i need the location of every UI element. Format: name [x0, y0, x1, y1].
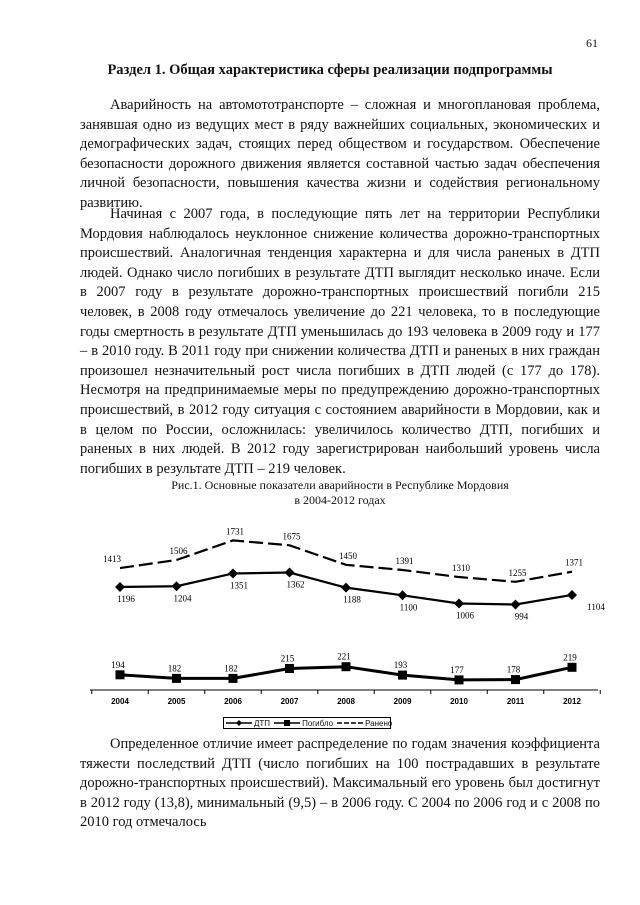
figure-caption-line-1: Рис.1. Основные показатели аварийности в Республике Мордовия	[171, 478, 509, 492]
data-label-accidents: 1351	[230, 580, 248, 591]
data-label-killed: 194	[111, 659, 125, 670]
x-tick-label: 2011	[506, 697, 525, 706]
data-label-injured: 1731	[226, 526, 244, 537]
x-tick-label: 2005	[167, 697, 186, 706]
data-point-accidents	[228, 568, 238, 578]
data-point-killed	[285, 664, 294, 673]
data-point-killed	[568, 663, 577, 672]
x-tick-label: 2008	[337, 697, 355, 706]
x-tick-label: 2009	[393, 697, 412, 706]
data-label-killed: 182	[167, 663, 182, 674]
paragraph-1-text: Аварийность на автомототранспорте – сложная и многоплановая проблема, занявшая одно из ведущих мест в ряду важнейших социальных, экономических и демографических задач, стоящих перед обществом и государством. Обеспечение безопасности дорожного движения является составной частью задач обеспечения личной безопасности, повышения качества жизни и содействия региональному развитию.	[80, 97, 600, 211]
data-label-killed: 215	[280, 653, 295, 664]
data-point-accidents	[115, 582, 125, 592]
data-point-killed	[398, 671, 407, 680]
data-point-accidents	[567, 590, 577, 600]
chart-legend	[223, 717, 391, 729]
data-label-injured: 1310	[452, 563, 470, 574]
data-label-injured: 1391	[395, 555, 414, 566]
data-point-accidents	[285, 568, 295, 578]
data-point-accidents	[341, 583, 351, 593]
page-number: 61	[586, 36, 598, 50]
data-label-killed: 219	[563, 652, 577, 663]
data-label-accidents: 994	[514, 611, 529, 622]
data-point-killed	[116, 670, 125, 679]
data-label-accidents: 1104	[587, 601, 605, 612]
section-heading: Раздел 1. Общая характеристика сферы реализации подпрограммы	[107, 62, 553, 78]
data-label-killed: 177	[450, 664, 464, 675]
series-line-injured	[120, 540, 572, 581]
data-label-injured: 1675	[282, 531, 301, 542]
x-tick-label: 2010	[450, 697, 468, 706]
paragraph-2-text: Начиная с 2007 года, в последующие пять лет на территории Республики Мордовия наблюдалось неуклонное снижение количества дорожно-транспортных происшествий. Аналогичная тенденция характерна и для числа раненых в ДТП людей. Однако число погибших в результате ДТП выглядит несколько иначе. Если в 2007 году в результате дорожно-транспортных происшествий погибли 215 человек, в 2008 году отмечалось увеличение до 221 человека, то в последующие годы смертность в результате ДТП уменьшилась до 193 человека в 2009 году и 177 – в 2010 году. В 2011 году при снижении количества ДТП и раненых в них граждан произошел незначительный рост числа погибших в ДТП людей (с 177 до 178). Несмотря на предпринимаемые меры по предупреждению дорожно-транспортных происшествий, в 2012 году ситуация с состоянием аварийности в Мордовии, как и в целом по России, осложнилась: увеличилось количество ДТП, погибших и раненых в них людей. В 2012 году зарегистрирован наибольший уровень числа погибших в результате ДТП – 219 человек.	[80, 206, 600, 477]
legend-item	[274, 719, 333, 728]
legend-swatch	[226, 719, 252, 727]
data-point-killed	[229, 674, 238, 683]
x-tick-label: 2012	[563, 697, 581, 706]
x-tick-label: 2004	[111, 697, 129, 706]
data-point-killed	[172, 674, 181, 683]
data-label-killed: 178	[506, 664, 521, 675]
data-point-killed	[511, 675, 520, 684]
x-tick-label: 2007	[280, 697, 299, 706]
x-tick-label: 2006	[224, 697, 242, 706]
legend-item	[337, 719, 392, 728]
paragraph-3-text: Определенное отличие имеет распределение по годам значения коэффициента тяжести последствий ДТП (число погибших на 100 пострадавших в результате дорожно-транспортных происшествий). Максимальный его уровень был достигнут в 2012 году (13,8), минимальный (9,5) – в 2006 году. С 2004 по 2006 год и с 2008 по 2010 год отмечалось	[80, 736, 600, 831]
data-label-injured: 1255	[508, 567, 527, 578]
legend-label: Ранено	[365, 718, 393, 728]
data-label-accidents: 1188	[343, 594, 361, 605]
data-label-killed: 182	[224, 663, 238, 674]
data-label-accidents: 1006	[456, 610, 474, 621]
data-point-killed	[342, 662, 351, 671]
paragraph-3	[80, 735, 600, 833]
data-label-injured: 1413	[103, 554, 121, 565]
data-point-accidents	[511, 600, 521, 610]
legend-label: ДТП	[254, 718, 271, 728]
data-label-accidents: 1204	[173, 593, 192, 604]
data-point-accidents	[398, 590, 408, 600]
data-label-accidents: 1362	[286, 579, 305, 590]
data-label-accidents: 1100	[399, 602, 418, 613]
data-label-killed: 221	[337, 651, 351, 662]
data-label-injured: 1450	[339, 550, 357, 561]
data-point-killed	[455, 675, 464, 684]
figure-caption-line-2: в 2004-2012 годах	[294, 493, 386, 507]
legend-swatch	[337, 719, 363, 727]
legend-item	[226, 719, 270, 728]
legend-label: Погибло	[302, 718, 334, 728]
data-point-accidents	[454, 598, 464, 608]
legend-swatch	[274, 719, 300, 727]
data-label-injured: 1506	[169, 545, 188, 556]
data-label-killed: 193	[393, 660, 408, 671]
data-label-injured: 1371	[565, 557, 583, 568]
data-label-accidents: 1196	[117, 593, 135, 604]
data-point-accidents	[172, 581, 182, 591]
